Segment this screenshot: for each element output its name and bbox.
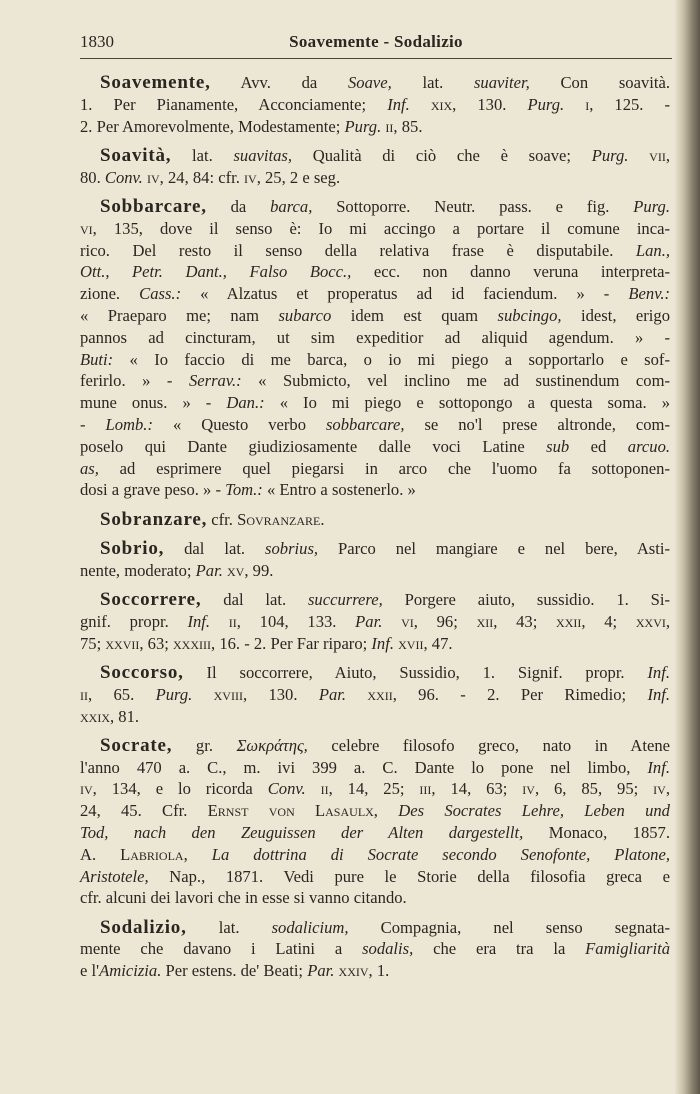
italic-text: Purg. bbox=[344, 116, 382, 136]
dictionary-entry-socrate bbox=[80, 735, 670, 909]
italic-text: subcingo, bbox=[497, 305, 562, 325]
italic-text: sodalicium, bbox=[271, 917, 349, 937]
small-caps-text: xxii bbox=[556, 611, 582, 631]
entry-line bbox=[80, 261, 670, 283]
italic-text: Ott., Petr. Dant., Falso Bocc., bbox=[80, 262, 352, 282]
text-run: dal lat. bbox=[201, 590, 308, 610]
dictionary-entry-soccorso bbox=[80, 662, 670, 727]
italic-text: Purg. bbox=[633, 196, 670, 216]
entry-line bbox=[80, 218, 670, 240]
italic-text: Lan., bbox=[635, 240, 670, 260]
italic-text: La dottrina di Socrate secondo Senofonte, Platone, bbox=[211, 844, 670, 864]
small-caps-text: xxxiii bbox=[173, 633, 212, 653]
text-run: , 6, 85, 95; bbox=[534, 779, 654, 799]
text-run bbox=[564, 95, 585, 114]
headword: Soavità, bbox=[100, 144, 172, 166]
italic-text: sub bbox=[546, 436, 570, 456]
text-run: l'anno 470 a. C., m. ivi 399 a. C. Dante lo pone nel limbo, bbox=[80, 757, 648, 777]
italic-text: Purg. bbox=[155, 684, 193, 704]
italic-text: Amicizia. bbox=[99, 961, 162, 981]
text-run: Compagnia, nel senso segnata- bbox=[348, 917, 670, 937]
text-run bbox=[192, 685, 213, 704]
small-caps-text: xxii bbox=[367, 684, 393, 704]
text-run bbox=[346, 685, 367, 704]
text-run: cfr. alcuni dei lavori che in esse si vanno citando. bbox=[80, 888, 407, 908]
small-caps-text: vii bbox=[649, 145, 666, 165]
entry-line bbox=[80, 938, 670, 960]
entry-line bbox=[80, 370, 670, 392]
small-caps-text: Sovranzare. bbox=[237, 509, 325, 529]
dictionary-entry-soavita bbox=[80, 145, 670, 189]
text-run: , 130. bbox=[452, 94, 528, 114]
text-run: , 43; bbox=[493, 611, 557, 631]
italic-text: Conv. bbox=[267, 779, 306, 799]
headword: Soccorrere, bbox=[100, 589, 202, 611]
text-run: 2. Per Amorevolmente, Modestamente; bbox=[80, 116, 345, 136]
entry-line bbox=[80, 866, 670, 888]
entry-line bbox=[80, 844, 670, 866]
text-run: Il soccorrere, Aiuto, Sussidio, 1. Signif. propr. bbox=[183, 662, 648, 682]
headword: Soccorso, bbox=[100, 661, 184, 683]
italic-text: sodalis, bbox=[362, 939, 414, 959]
text-run: , 14, 25; bbox=[328, 779, 420, 799]
small-caps-text: iv bbox=[653, 779, 666, 799]
text-run: gnif. propr. bbox=[80, 611, 188, 631]
text-run: Nap., 1871. Vedi pure le Storie della filosofia greca e bbox=[148, 866, 670, 886]
text-run: « Alzatus et properatus ad id faciendum. » - bbox=[181, 284, 629, 304]
text-run: zione. bbox=[80, 284, 140, 304]
entry-line bbox=[80, 684, 670, 706]
small-caps-text: xxvi bbox=[635, 611, 666, 631]
small-caps-text: iv bbox=[147, 167, 160, 187]
headword: Sodalizio, bbox=[100, 916, 187, 938]
headword: Sobrio, bbox=[100, 537, 165, 559]
small-caps-text: ii bbox=[228, 611, 237, 631]
text-run: 1. Per Pianamente, Acconciamente; bbox=[80, 94, 388, 114]
text-run bbox=[628, 146, 649, 165]
entry-line bbox=[80, 240, 670, 262]
text-run: , 134, e lo ricorda bbox=[92, 779, 268, 799]
small-caps-text: xv bbox=[227, 560, 245, 580]
small-caps-text: Ernst von Lasaulx, bbox=[207, 801, 378, 821]
text-run: , 16. - 2. Per Far riparo; bbox=[211, 633, 372, 653]
text-run: « Praeparo me; nam bbox=[80, 305, 279, 325]
italic-text: Cass.: bbox=[139, 284, 182, 304]
italic-text: Par. bbox=[307, 961, 335, 981]
text-run: , 25, 2 e seg. bbox=[256, 167, 341, 187]
text-run: 75; bbox=[80, 633, 106, 653]
text-run: rico. Del resto il senso della relativa frase è disputabile. bbox=[80, 240, 636, 260]
entry-line bbox=[80, 706, 670, 728]
text-run: A. bbox=[80, 844, 121, 864]
entry-line bbox=[80, 458, 670, 480]
italic-text: Inf. bbox=[647, 684, 671, 704]
text-run: , 130. bbox=[242, 684, 319, 704]
headword: Soavemente, bbox=[100, 72, 211, 93]
entry-line bbox=[80, 887, 670, 909]
entry-line bbox=[80, 94, 670, 116]
text-run: , 63; bbox=[139, 633, 174, 653]
italic-text: Tom.: bbox=[225, 480, 263, 500]
text-run: dal lat. bbox=[164, 538, 266, 558]
small-caps-text: xxvii bbox=[105, 633, 140, 653]
text-run: ecc. non danno veruna interpreta- bbox=[351, 262, 670, 282]
entry-line bbox=[80, 662, 670, 684]
entry-line bbox=[80, 611, 670, 633]
italic-text: subarco bbox=[278, 305, 332, 325]
small-caps-text: xii bbox=[476, 611, 494, 631]
headword: Socrate, bbox=[100, 734, 173, 756]
italic-text: Par. bbox=[195, 560, 223, 580]
text-run: « Entro a sostenerlo. » bbox=[262, 480, 416, 500]
text-run: mune onus. » - bbox=[80, 393, 227, 413]
dictionary-entry-sobbarcare bbox=[80, 196, 670, 501]
text-run: , 1. bbox=[368, 961, 390, 981]
small-caps-text: Labriola, bbox=[120, 844, 188, 864]
entry-line bbox=[80, 822, 670, 844]
italic-text: Inf. bbox=[371, 633, 394, 653]
italic-text: Dan.: bbox=[226, 393, 265, 413]
small-caps-text: xxix bbox=[80, 706, 110, 726]
entry-line bbox=[80, 327, 670, 349]
text-run: , 96. - 2. Per Rimedio; bbox=[392, 684, 648, 704]
small-caps-text: xxiv bbox=[338, 961, 369, 981]
text-run: , 135, dove il senso è: Io mi accingo a portare il comune inca- bbox=[92, 218, 670, 238]
headword: Sobranzare, bbox=[100, 508, 208, 530]
text-run: Porgere aiuto, sussidio. 1. Si- bbox=[382, 590, 670, 610]
text-run: « Questo verbo bbox=[152, 414, 326, 434]
entry-line bbox=[80, 116, 670, 138]
italic-text: sobbarcare, bbox=[325, 414, 405, 434]
dictionary-entry-soavemente bbox=[80, 72, 670, 137]
text-run: , bbox=[665, 779, 670, 799]
text-run: celebre filosofo greco, nato in Atene bbox=[307, 735, 670, 755]
italic-text: Lomb.: bbox=[105, 414, 153, 434]
small-caps-text: xvii bbox=[398, 633, 424, 653]
text-run: , 65. bbox=[88, 684, 156, 704]
text-run: , 47. bbox=[423, 633, 453, 653]
small-caps-text: iv bbox=[244, 167, 257, 187]
text-run: - bbox=[80, 414, 106, 434]
text-run bbox=[382, 612, 401, 631]
text-run: , 104, 133. bbox=[236, 611, 356, 631]
entry-line bbox=[80, 778, 670, 800]
entry-line bbox=[80, 560, 670, 582]
page-number: 1830 bbox=[80, 32, 114, 51]
small-caps-text: i bbox=[585, 94, 590, 114]
italic-text: Benv.: bbox=[628, 284, 671, 304]
running-head: Soavemente - Sodalizio bbox=[289, 32, 463, 51]
text-run: Per estens. de' Beati; bbox=[161, 961, 308, 981]
entry-line bbox=[80, 167, 670, 189]
italic-text: Soave, bbox=[347, 73, 392, 92]
italic-text: Tod, nach den Zeuguissen der Alten dargestellt, bbox=[80, 823, 524, 842]
text-run: , bbox=[665, 611, 671, 631]
text-run: , 24, 84: cfr. bbox=[159, 167, 245, 187]
italic-text: suaviter, bbox=[473, 73, 530, 92]
italic-text: Par. bbox=[355, 611, 383, 631]
small-caps-text: ii bbox=[80, 684, 88, 704]
text-run: che era tra la bbox=[413, 939, 586, 959]
small-caps-text: vi bbox=[80, 218, 93, 238]
text-run: lat. bbox=[171, 145, 234, 165]
text-run: ad esprimere quel piegarsi in arco che l'uomo fa sottoponen- bbox=[98, 458, 670, 478]
entry-line bbox=[80, 145, 670, 167]
entry-line bbox=[80, 283, 670, 305]
entry-line bbox=[80, 436, 670, 458]
text-run: 80. bbox=[80, 167, 105, 187]
text-run: , bbox=[665, 145, 670, 165]
text-run bbox=[210, 612, 229, 631]
italic-text: Inf. bbox=[647, 662, 670, 682]
text-run: dosi a grave peso. » - bbox=[80, 480, 226, 500]
text-run: idest, erigo bbox=[561, 305, 670, 325]
entry-line bbox=[80, 538, 670, 560]
italic-text: Inf. bbox=[647, 757, 670, 777]
dictionary-entry-soccorrere bbox=[80, 589, 670, 654]
text-run bbox=[306, 779, 321, 798]
italic-text: Famigliarità bbox=[585, 939, 670, 959]
header-rule bbox=[80, 58, 672, 59]
italic-text: Conv. bbox=[104, 167, 143, 187]
italic-text: arcuo. bbox=[627, 436, 671, 456]
entry-line bbox=[80, 960, 670, 982]
small-caps-text: ii bbox=[385, 116, 394, 136]
text-run: « Io faccio di me barca, o io mi piego a sopportarlo e sof- bbox=[113, 349, 670, 369]
entry-line bbox=[80, 349, 670, 371]
italic-text: Aristotele, bbox=[80, 866, 149, 886]
text-run: Sottoporre. Neutr. pass. e fig. bbox=[312, 196, 634, 216]
entry-line bbox=[80, 392, 670, 414]
text-run: ferirlo. » - bbox=[80, 371, 189, 391]
text-run: « Submicto, vel inclino me ad sustinendum com- bbox=[241, 371, 670, 391]
text-run: , 96; bbox=[413, 611, 477, 631]
italic-text: succurrere, bbox=[307, 590, 383, 610]
italic-text: Purg. bbox=[527, 94, 565, 114]
text-run: Avv. da bbox=[210, 73, 348, 92]
small-caps-text: vi bbox=[401, 611, 414, 631]
text-run: , 85. bbox=[393, 116, 423, 136]
text-run: , 14, 63; bbox=[431, 779, 523, 799]
entry-line bbox=[80, 917, 670, 939]
small-caps-text: xviii bbox=[213, 684, 243, 704]
text-run: poselo qui Dante giudiziosamente dalle voci Latine bbox=[80, 436, 547, 456]
italic-text: barca, bbox=[270, 196, 313, 216]
text-run bbox=[188, 845, 212, 864]
entry-line bbox=[80, 735, 670, 757]
entry-line bbox=[80, 72, 670, 94]
text-run: cfr. bbox=[207, 509, 238, 529]
text-run: lat. bbox=[186, 917, 272, 937]
dictionary-entries bbox=[80, 72, 670, 990]
italic-text: suavitas, bbox=[233, 145, 293, 165]
text-run: Qualità di ciò che è soave; bbox=[292, 145, 592, 165]
text-run: gr. bbox=[172, 735, 237, 755]
italic-text: Buti: bbox=[80, 349, 114, 369]
entry-line bbox=[80, 479, 670, 501]
text-run: se no'l prese altronde, com- bbox=[404, 414, 670, 434]
small-caps-text: ii bbox=[320, 779, 329, 799]
small-caps-text: xix bbox=[430, 94, 453, 114]
entry-line bbox=[80, 196, 670, 218]
text-run: pannos ad cincturam, ut sim expeditior ad aliquid agendum. » - bbox=[80, 327, 670, 347]
text-run: Monaco, 1857. bbox=[523, 823, 670, 842]
text-run bbox=[378, 801, 398, 820]
italic-text: as, bbox=[80, 458, 99, 478]
italic-text: Inf. bbox=[387, 94, 410, 114]
small-caps-text: iv bbox=[522, 779, 535, 799]
text-run: idem est quam bbox=[331, 305, 498, 325]
book-binding-shadow bbox=[674, 0, 700, 1094]
dictionary-entry-sobranzare bbox=[80, 509, 670, 531]
small-caps-text: iii bbox=[419, 779, 432, 799]
entry-line bbox=[80, 305, 670, 327]
text-run: nente, moderato; bbox=[80, 560, 196, 580]
text-run: 24, 45. Cfr. bbox=[80, 801, 208, 821]
small-caps-text: iv bbox=[80, 779, 93, 799]
text-run: « Io mi piego e sottopongo a questa soma. » bbox=[264, 393, 671, 413]
text-run: ed bbox=[569, 436, 628, 456]
entry-line bbox=[80, 633, 670, 655]
italic-text: Des Socrates Lehre, Leben und bbox=[398, 801, 670, 821]
italic-text: sobrius, bbox=[265, 538, 319, 558]
italic-text: Σωκράτης, bbox=[236, 735, 308, 755]
entry-line bbox=[80, 757, 670, 779]
text-run: Con soavità. bbox=[529, 73, 670, 92]
text-run: e l' bbox=[80, 961, 100, 981]
text-run: , 81. bbox=[110, 706, 140, 726]
entry-line bbox=[80, 589, 670, 611]
text-run: Parco nel mangiare e nel bere, Asti- bbox=[318, 538, 671, 558]
text-run bbox=[410, 95, 431, 114]
italic-text: Purg. bbox=[591, 145, 629, 165]
entry-line bbox=[80, 800, 670, 822]
text-run: , 125. - bbox=[589, 94, 671, 114]
text-run: da bbox=[206, 196, 271, 216]
italic-text: Par. bbox=[318, 684, 347, 704]
italic-text: Serrav.: bbox=[188, 371, 242, 391]
dictionary-entry-sodalizio bbox=[80, 917, 670, 982]
headword: Sobbarcare, bbox=[100, 195, 207, 217]
entry-line bbox=[80, 509, 670, 531]
text-run: , 99. bbox=[244, 560, 274, 580]
dictionary-entry-sobrio bbox=[80, 538, 670, 582]
text-run: lat. bbox=[391, 73, 474, 92]
text-run: , 4; bbox=[581, 611, 636, 631]
page-header bbox=[80, 30, 672, 56]
entry-line bbox=[80, 414, 670, 436]
text-run: mente che davano i Latini a bbox=[80, 939, 363, 959]
italic-text: Inf. bbox=[187, 611, 211, 631]
